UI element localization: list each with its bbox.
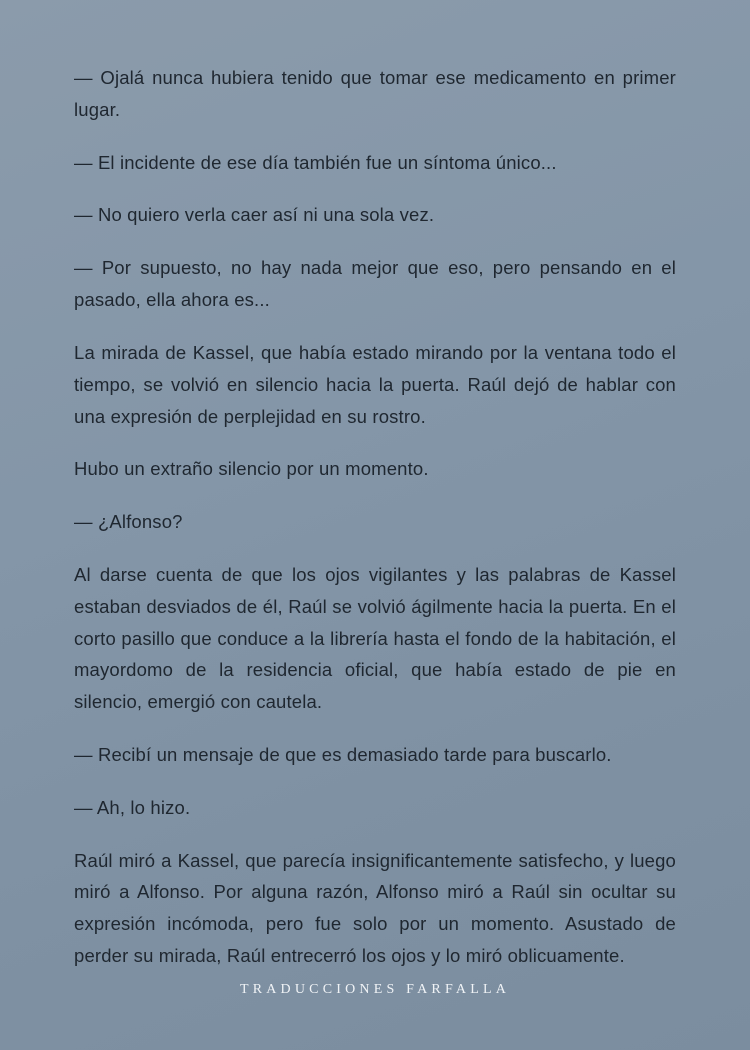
paragraph: — No quiero verla caer así ni una sola vez. — [74, 204, 435, 226]
paragraph: — Ah, lo hizo. — [74, 796, 191, 818]
paragraph: — Por supuesto, no hay nada mejor que eso, pero pensando en el pasado, ella ahora es... — [74, 257, 676, 311]
paragraph: — Recibí un mensaje de que es demasiado tarde para buscarlo. — [74, 744, 612, 765]
paragraph: La mirada de Kassel, que había estado mirando por la ventana todo el tiempo, se volvió en silencio hacia la puerta. Raúl dejó de hablar con una expresión de perplejidad en su rostro. — [74, 341, 676, 427]
paragraph: — ¿Alfonso? — [74, 511, 183, 533]
paragraph: Al darse cuenta de que los ojos vigilantes y las palabras de Kassel estaban desviados de él, Raúl se volvió ágilmente hacia la puerta. En el corto pasillo que conduce a la librería hasta el fondo de la habitación, el mayordomo de la residencia oficial, que había estado de pie en silencio, emergió con cautela. — [74, 563, 676, 713]
paragraph: Hubo un extraño silencio por un momento. — [74, 458, 429, 480]
paragraph: — Ojalá nunca hubiera tenido que tomar ese medicamento en primer lugar. — [74, 67, 676, 120]
paragraph: Raúl miró a Kassel, que parecía insignificantemente satisfecho, y luego miró a Alfonso. Por alguna razón, Alfonso miró a Raúl sin ocultar su expresión incómoda, pero fue solo por un momento. Asustado de perder su mirada, Raúl entrecerró los ojos y lo miró oblicuamente. — [74, 849, 676, 967]
paragraph: — El incidente de ese día también fue un síntoma único... — [74, 151, 557, 173]
page-body — [74, 62, 676, 972]
footer-credit: TRADUCCIONES FARFALLA — [239, 982, 511, 997]
